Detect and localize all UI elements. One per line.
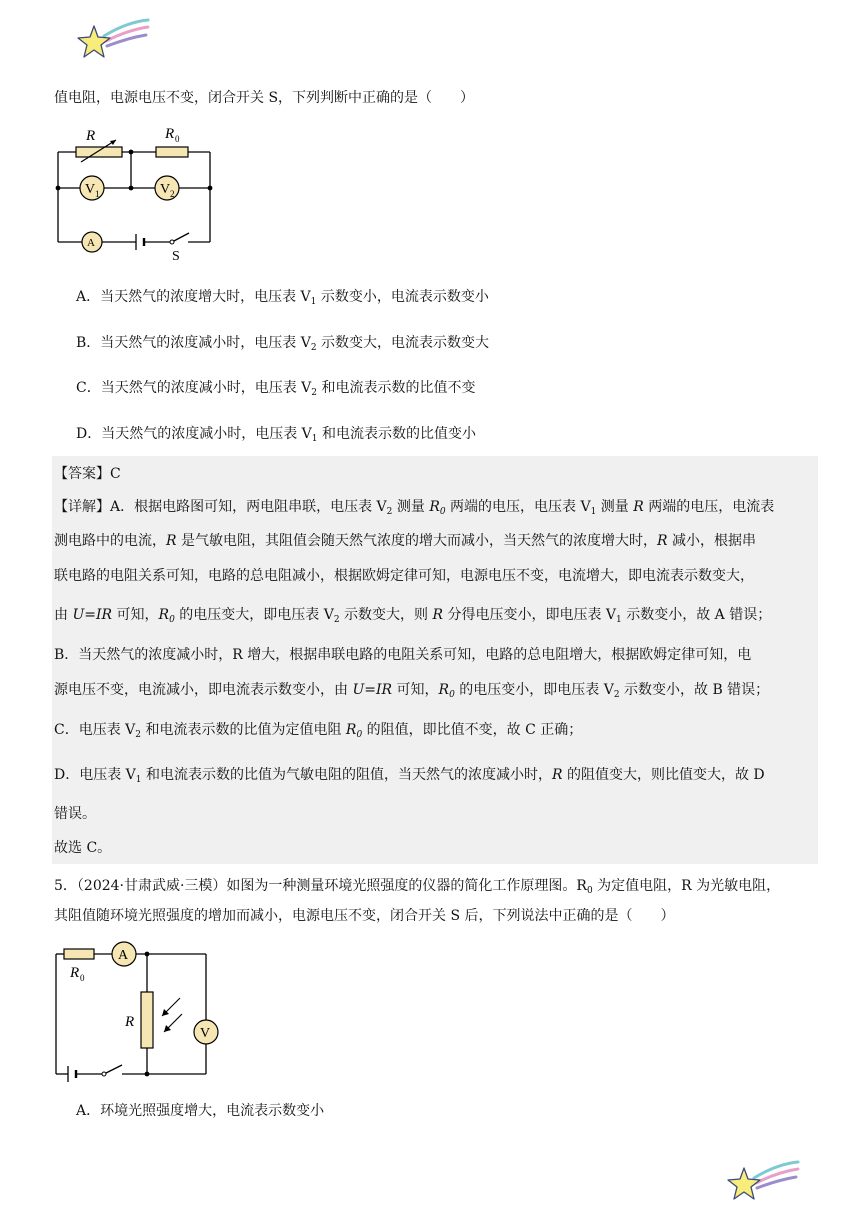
label-r: R [125, 1014, 135, 1030]
detail-line-9: 错误。 [54, 806, 96, 822]
detail-line-1: 【详解】A．根据电路图可知，两电阻串联，电压表 $V_2$ 测量 $R_0$ 两端的电压，电压表 $V_1$ 测量 R 两端的电压，电流表 [54, 499, 775, 517]
option-b: B．当天然气的浓度减小时，电压表 $V_2$ 示数变大，电流表示数变大 [76, 335, 490, 353]
fixed-resistor-r0 [64, 949, 94, 959]
detail-line-6: 源电压不变，电流减小，即电流表示数变小，由 U=IR 可知，$R_0$ 的电压变小，即电压表 $V_2$ 示数变小，故 B 错误； [54, 682, 770, 700]
label-r0-sub: 0 [175, 134, 180, 144]
label-v2-sub: 2 [170, 189, 175, 199]
label-r: R [86, 128, 96, 144]
answer-line: 【答案】C [54, 466, 121, 482]
q5-option-a: A．环境光照强度增大，电流表示数变小 [76, 1103, 325, 1119]
detail-line-5: B．当天然气的浓度减小时，R 增大，根据串联电路的电阻关系可知，电路的总电阻增大，根据欧姆定律可知，电 [54, 647, 752, 663]
label-r0: R [165, 126, 175, 142]
option-c: C．当天然气的浓度减小时，电压表 $V_2$ 和电流表示数的比值不变 [76, 380, 476, 398]
q4-circuit-diagram [48, 120, 223, 265]
label-voltmeter: V [200, 1026, 211, 1041]
variable-resistor-r [76, 147, 122, 157]
label-v1: V [85, 182, 96, 197]
q5-circuit-diagram [48, 934, 223, 1088]
label-r0-sub: 0 [80, 973, 85, 983]
shooting-star-icon [72, 14, 152, 66]
label-v2: V [160, 182, 171, 197]
option-d: D．当天然气的浓度减小时，电压表 $V_1$ 和电流表示数的比值变小 [76, 426, 476, 444]
label-v1-sub: 1 [95, 189, 100, 199]
detail-line-7: C．电压表 $V_2$ 和电流表示数的比值为定值电阻 $R_0$ 的阻值，即比值不变，故 C 正确； [54, 722, 583, 740]
label-ammeter: A [118, 948, 129, 963]
detail-line-3: 联电路的电阻关系可知，电路的总电阻减小，根据欧姆定律可知，电源电压不变，电流增大，即电流表示数变大， [54, 568, 754, 584]
question-5-line-2: 其阻值随环境光照强度的增加而减小，电源电压不变，闭合开关 S 后，下列说法中正确的是（ ） [54, 908, 675, 924]
detail-line-8: D．电压表 $V_1$ 和电流表示数的比值为气敏电阻的阻值，当天然气的浓度减小时，R 的阻值变大，则比值变大，故 D [54, 767, 765, 785]
label-ammeter: A [87, 237, 95, 249]
option-a: A．当天然气的浓度增大时，电压表 $V_1$ 示数变小，电流表示数变小 [76, 289, 489, 307]
fixed-resistor-r0 [156, 147, 188, 157]
detail-line-2: 测电路中的电流，R 是气敏电阻，其阻值会随天然气浓度的增大而减小，当天然气的浓度增大时，R 减小，根据串 [54, 533, 756, 549]
detail-line-4: 由 U=IR 可知，$R_0$ 的电压变大，即电压表 $V_2$ 示数变大，则 R 分得电压变小，即电压表 $V_1$ 示数变小，故 A 错误； [54, 607, 772, 625]
detail-line-10: 故选 C。 [54, 840, 112, 856]
question-4-stem: 值电阻，电源电压不变，闭合开关 S，下列判断中正确的是（ ） [54, 90, 475, 106]
shooting-star-icon [722, 1156, 802, 1208]
label-switch: S [172, 249, 180, 264]
question-5-line-1: 5．（2024·甘肃武威·三模）如图为一种测量环境光照强度的仪器的简化工作原理图。$R_0$ 为定值电阻，R 为光敏电阻， [54, 878, 781, 896]
photoresistor-r [141, 992, 153, 1048]
label-r0: R [70, 965, 80, 981]
